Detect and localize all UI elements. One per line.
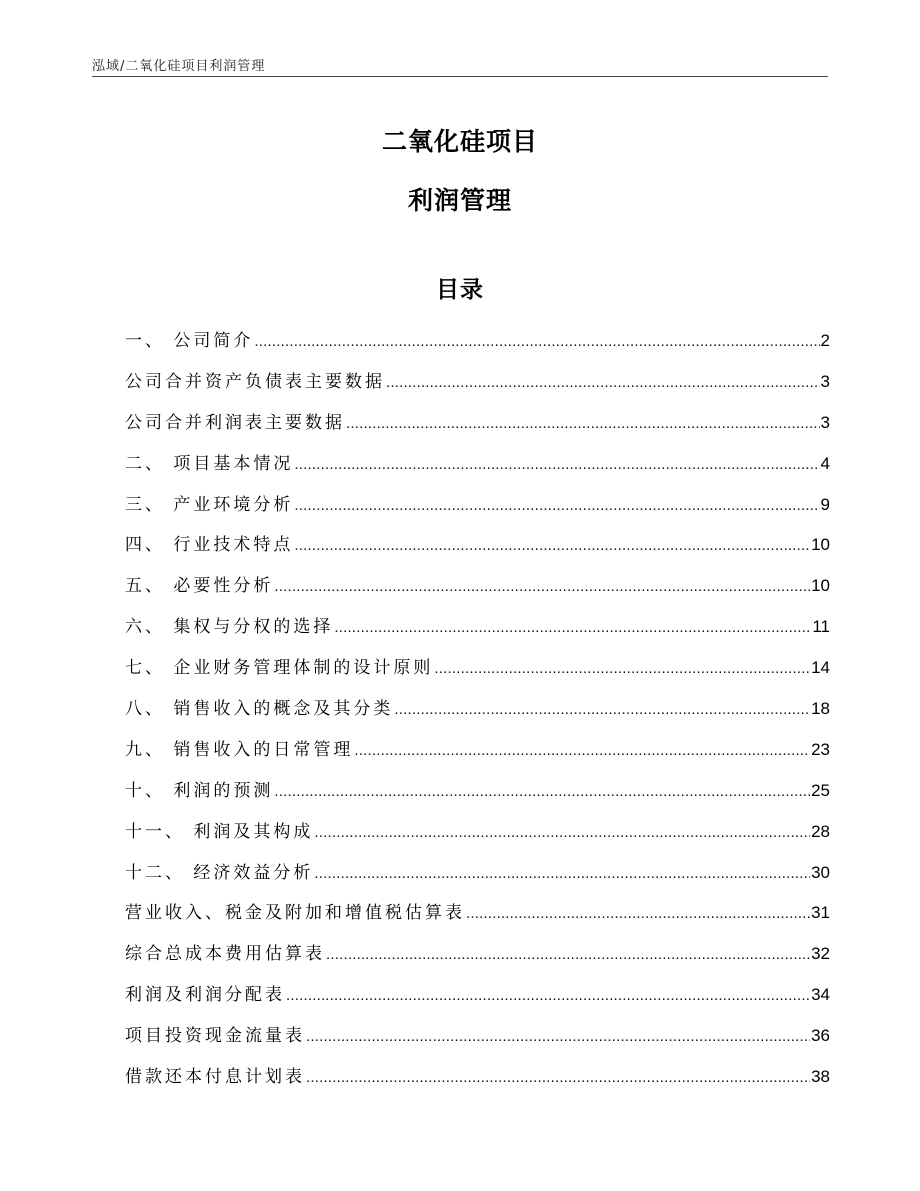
toc-dot-leader <box>294 526 810 566</box>
toc-entry-label: 营业收入、税金及附加和增值税估算表 <box>125 903 465 924</box>
toc-entry[interactable] <box>125 485 830 526</box>
toc-entry-page-number: 11 <box>812 617 830 637</box>
toc-dot-leader <box>294 445 819 485</box>
toc-entry-label: 综合总成本费用估算表 <box>125 944 325 965</box>
toc-entry-label: 六、 集权与分权的选择 <box>125 617 334 638</box>
toc-entry[interactable] <box>125 853 830 894</box>
toc-dot-leader <box>386 363 820 403</box>
toc-dot-leader <box>274 772 810 812</box>
toc-entry-page-number: 18 <box>811 699 830 719</box>
toc-dot-leader <box>434 649 810 689</box>
toc-entry-page-number: 10 <box>811 576 830 596</box>
toc-dot-leader <box>254 322 819 362</box>
toc-entry-label: 一、 公司简介 <box>125 331 254 351</box>
toc-entry-page-number: 3 <box>820 412 830 432</box>
toc-entry[interactable] <box>125 566 830 607</box>
toc-entry-page-number: 34 <box>811 985 830 1005</box>
toc-entry-label: 八、 销售收入的概念及其分类 <box>125 699 394 720</box>
toc-dot-leader <box>326 935 810 975</box>
toc-entry[interactable] <box>125 444 830 485</box>
toc-dot-leader <box>306 1017 810 1057</box>
toc-entry-label: 九、 销售收入的日常管理 <box>125 739 354 760</box>
toc-entry[interactable] <box>125 321 830 362</box>
toc-entry-page-number: 9 <box>820 494 830 514</box>
toc-dot-leader <box>274 567 810 607</box>
toc-dot-leader <box>314 854 810 894</box>
toc-entry-page-number: 10 <box>811 535 830 555</box>
toc-dot-leader <box>394 690 810 730</box>
toc-entry[interactable] <box>125 934 830 975</box>
table-of-contents <box>125 321 830 1098</box>
toc-entry[interactable] <box>125 362 830 403</box>
toc-dot-leader <box>294 486 819 526</box>
toc-dot-leader <box>334 608 811 648</box>
toc-entry-page-number: 2 <box>820 331 830 350</box>
toc-entry-label: 三、 产业环境分析 <box>125 494 294 515</box>
document-subtitle: 利润管理 <box>407 186 512 215</box>
header-rule <box>92 76 828 77</box>
toc-entry[interactable] <box>125 689 830 730</box>
document-title: 二氧化硅项目 <box>381 127 538 156</box>
toc-entry-label: 十一、 利润及其构成 <box>125 821 314 842</box>
toc-entry-page-number: 30 <box>811 862 830 882</box>
toc-entry-label: 四、 行业技术特点 <box>125 535 294 556</box>
toc-entry[interactable] <box>125 812 830 853</box>
toc-entry-label: 项目投资现金流量表 <box>125 1026 305 1047</box>
toc-heading: 目录 <box>436 277 484 303</box>
toc-entry-page-number: 31 <box>811 903 830 923</box>
toc-entry-page-number: 14 <box>811 658 830 678</box>
toc-dot-leader <box>306 1058 810 1098</box>
toc-entry[interactable] <box>125 648 830 689</box>
toc-entry-label: 十、 利润的预测 <box>125 780 274 801</box>
toc-entry-label: 十二、 经济效益分析 <box>125 862 314 883</box>
toc-entry-label: 七、 企业财务管理体制的设计原则 <box>125 658 434 679</box>
toc-entry-label: 利润及利润分配表 <box>125 985 285 1006</box>
toc-entry-label: 五、 必要性分析 <box>125 576 274 597</box>
toc-entry[interactable] <box>125 771 830 812</box>
toc-entry[interactable] <box>125 975 830 1016</box>
toc-entry-label: 二、 项目基本情况 <box>125 453 294 474</box>
toc-entry-page-number: 23 <box>811 739 830 759</box>
toc-dot-leader <box>466 894 810 934</box>
toc-dot-leader <box>314 813 810 853</box>
toc-entry-page-number: 32 <box>811 944 830 964</box>
toc-dot-leader <box>346 404 820 444</box>
toc-entry-label: 公司合并资产负债表主要数据 <box>125 371 385 392</box>
running-header: 泓域/二氧化硅项目利润管理 <box>92 59 266 74</box>
toc-entry[interactable] <box>125 607 830 648</box>
toc-dot-leader <box>286 976 810 1016</box>
toc-entry-page-number: 36 <box>811 1026 830 1046</box>
toc-entry-page-number: 25 <box>811 780 830 800</box>
toc-entry-label: 公司合并利润表主要数据 <box>125 412 345 433</box>
toc-entry-page-number: 38 <box>811 1067 830 1087</box>
toc-entry[interactable] <box>125 525 830 566</box>
toc-entry[interactable] <box>125 1057 830 1098</box>
toc-entry[interactable] <box>125 893 830 934</box>
toc-entry-page-number: 4 <box>820 453 830 473</box>
toc-entry-label: 借款还本付息计划表 <box>125 1067 305 1088</box>
toc-entry-page-number: 3 <box>820 371 830 391</box>
toc-entry[interactable] <box>125 730 830 771</box>
toc-dot-leader <box>354 731 810 771</box>
toc-entry[interactable] <box>125 403 830 444</box>
toc-entry-page-number: 28 <box>811 821 830 841</box>
toc-entry[interactable] <box>125 1016 830 1057</box>
